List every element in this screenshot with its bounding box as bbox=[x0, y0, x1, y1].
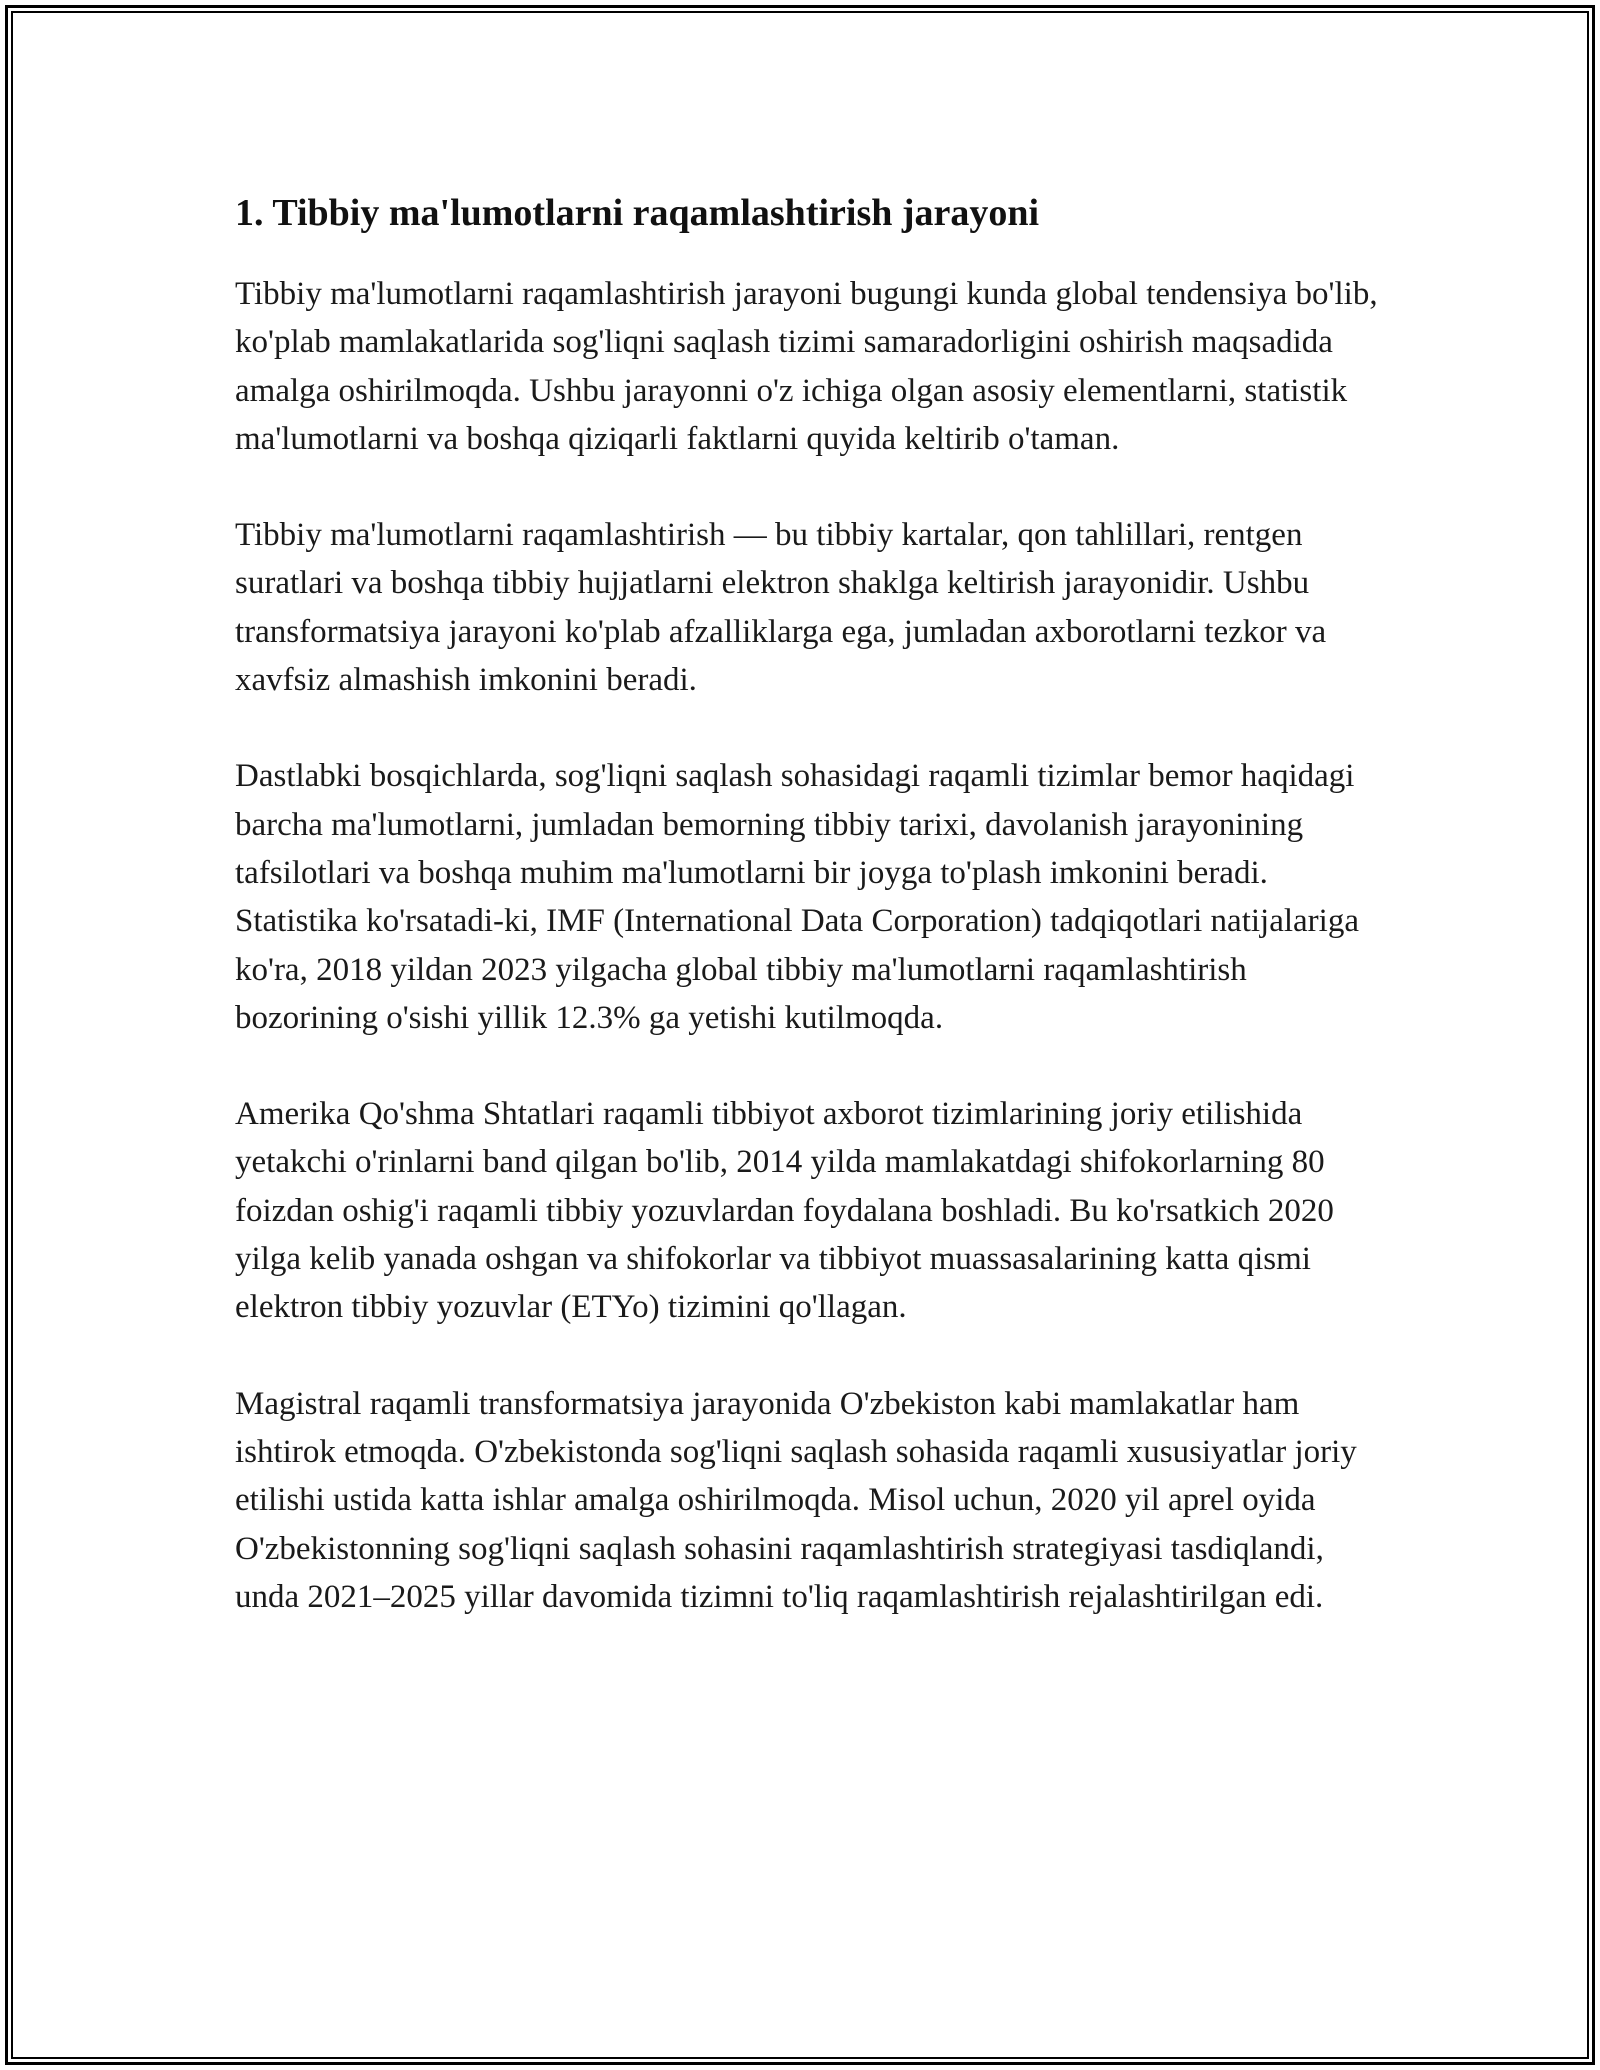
paragraph-definition: Tibbiy ma'lumotlarni raqamlashtirish — bu tibbiy kartalar, qon tahlillari, rentgen suratlari va boshqa tibbiy hujjatlarni elektron shaklga keltirish jarayonidir. Ushbu transformatsiya jarayoni ko'plab afzalliklarga ega, jumladan axborotlarni tezkor va xavfsiz almashish imkonini beradi. bbox=[235, 517, 1327, 699]
section-heading: 1. Tibbiy ma'lumotlarni raqamlashtirish jarayoni bbox=[235, 192, 1040, 234]
paragraph-early-stages: Dastlabki bosqichlarda, sog'liqni saqlash sohasidagi raqamli tizimlar bemor haqidagi barcha ma'lumotlarni, jumladan bemorning tibbiy tarixi, davolanish jarayonining tafsilotlari va boshqa muhim ma'lumotlarni bir joyga to'plash imkonini beradi. Statistika ko'rsatadi-ki, IMF (International Data Corporation) tadqiqotlari natijalariga ko'ra, 2018 yildan 2023 yilgacha global tibbiy ma'lumotlarni raqamlashtirish bozorining o'sishi yillik 12.3% ga yetishi kutilmoqda. bbox=[235, 758, 1359, 1036]
document-body bbox=[235, 186, 1395, 1669]
paragraph-usa: Amerika Qo'shma Shtatlari raqamli tibbiyot axborot tizimlarining joriy etilishida yetakchi o'rinlarni band qilgan bo'lib, 2014 yilda mamlakatdagi shifokorlarning 80 foizdan oshig'i raqamli tibbiy yozuvlardan foydalana boshladi. Bu ko'rsatkich 2020 yilga kelib yanada oshgan va shifokorlar va tibbiyot muassasalarining katta qismi elektron tibbiy yozuvlar (ETYo) tizimini qo'llagan. bbox=[235, 1096, 1334, 1326]
paragraph-uzbekistan: Magistral raqamli transformatsiya jarayonida O'zbekiston kabi mamlakatlar ham ishtirok etmoqda. O'zbekistonda sog'liqni saqlash sohasida raqamli xususiyatlar joriy etilishi ustida katta ishlar amalga oshirilmoqda. Misol uchun, 2020 yil aprel oyida O'zbekistonning sog'liqni saqlash sohasini raqamlashtirish strategiyasi tasdiqlandi, unda 2021–2025 yillar davomida tizimni to'liq raqamlashtirish rejalashtirilgan edi. bbox=[235, 1385, 1357, 1615]
paragraph-intro: Tibbiy ma'lumotlarni raqamlashtirish jarayoni bugungi kunda global tendensiya bo'lib, ko'plab mamlakatlarida sog'liqni saqlash tizimi samaradorligini oshirish maqsadida amalga oshirilmoqda. Ushbu jarayonni o'z ichiga olgan asosiy elementlarni, statistik ma'lumotlarni va boshqa qiziqarli faktlarni quyida keltirib o'taman. bbox=[235, 276, 1378, 457]
